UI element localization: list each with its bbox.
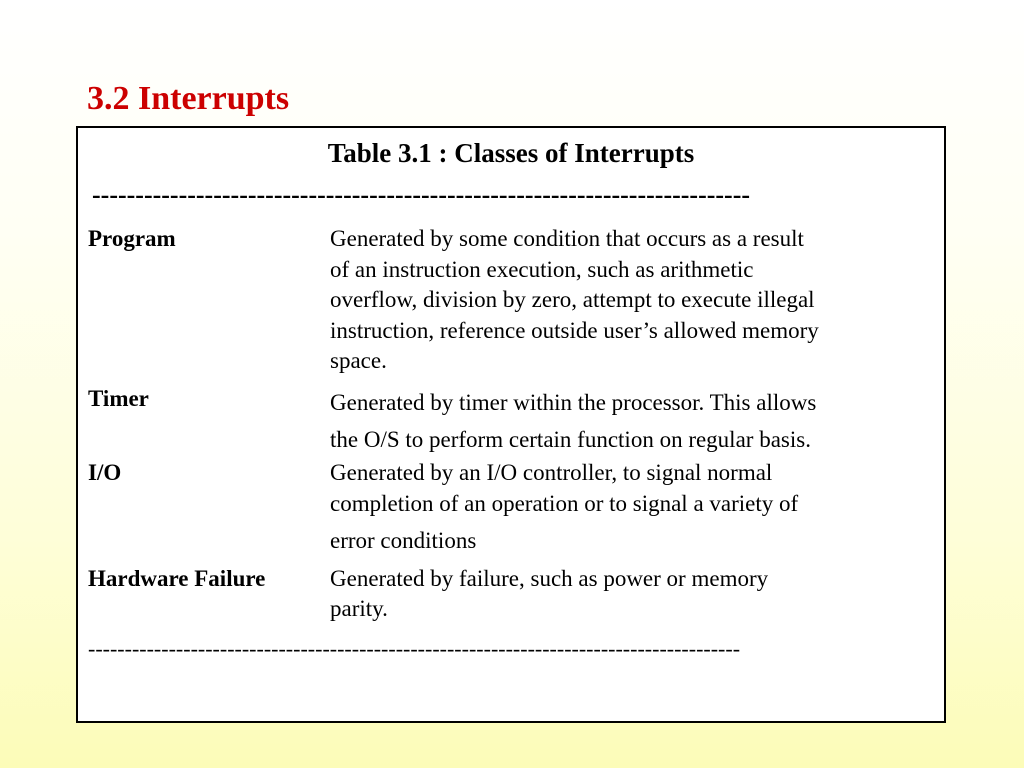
description-line: Generated by failure, such as power or memory [330, 566, 769, 591]
description-line: error conditions [330, 528, 477, 553]
description-line: parity. [330, 596, 388, 621]
interrupt-class-name: I/O [88, 460, 122, 485]
interrupt-class-name: Hardware Failure [88, 566, 266, 591]
description-line: Generated by timer within the processor. This allows [330, 390, 817, 415]
description-line: Generated by an I/O controller, to signal normal [330, 460, 773, 485]
description-line: overflow, division by zero, attempt to execute illegal [330, 287, 815, 312]
description-line: Generated by some condition that occurs as a result [330, 226, 804, 251]
description-line: instruction, reference outside user’s allowed memory [330, 317, 819, 343]
table-caption: Table 3.1 : Classes of Interrupts [327, 138, 695, 168]
interrupt-class-description [330, 458, 942, 557]
interrupt-class-name: Program [88, 226, 176, 251]
interrupt-class-description [330, 564, 942, 624]
table-bottom-rule: ----------------------------------------------------------------------------------------- [88, 636, 741, 661]
interrupt-class-description [330, 384, 942, 458]
description-line: space. [330, 348, 387, 373]
description-line: the O/S to perform certain function on regular basis. [330, 427, 811, 452]
slide-title: 3.2 Interrupts [87, 80, 290, 117]
description-line: completion of an operation or to signal a variety of [330, 490, 799, 516]
description-line: of an instruction execution, such as arithmetic [330, 256, 754, 282]
interrupt-class-name: Timer [88, 386, 149, 411]
interrupt-class-description [330, 224, 942, 377]
interrupt-classes-table [76, 126, 946, 723]
table-top-rule: ---------------------------------------------------------------------------- [92, 180, 751, 209]
